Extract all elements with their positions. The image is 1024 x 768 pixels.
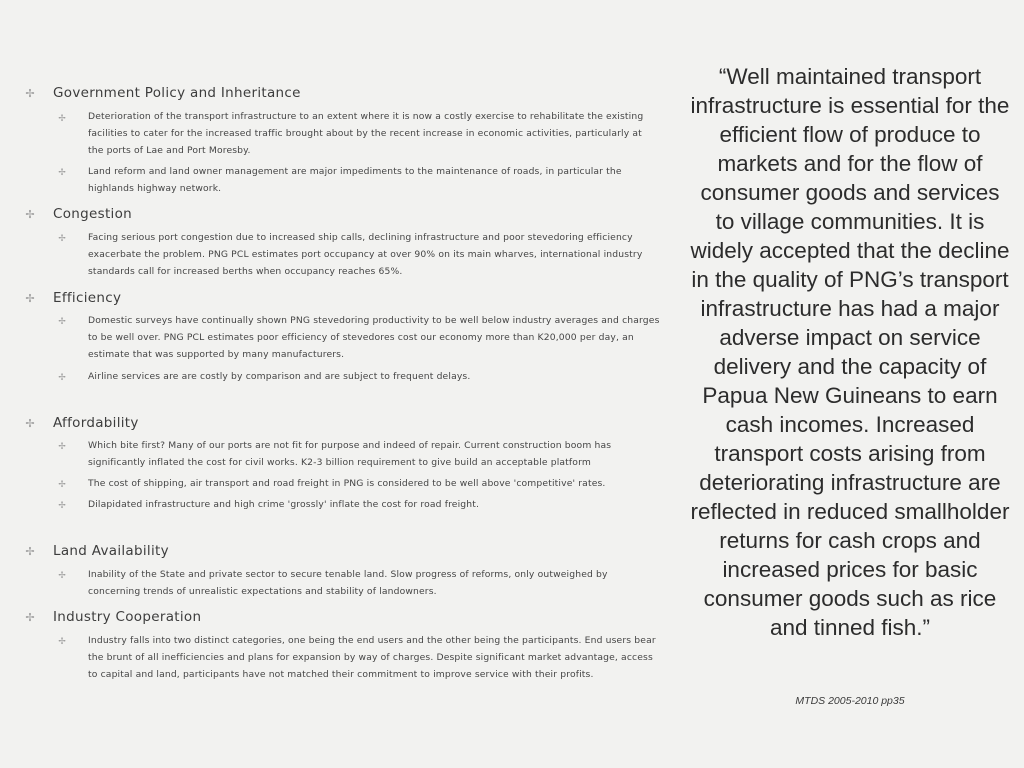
diamond-plus-icon: ✢ <box>25 611 35 624</box>
section-heading: Affordability <box>53 415 139 431</box>
list-item-text: Dilapidated infrastructure and high crime 'grossly' inflate the cost for road freight. <box>88 499 480 510</box>
quote-citation: MTDS 2005-2010 pp35 <box>795 695 905 707</box>
diamond-plus-icon: ✢ <box>58 571 66 581</box>
list-item-text: Domestic surveys have continually shown PNG stevedoring productivity to be well below industry averages and charges to be well over. PNG PCL estimates poor efficiency of stevedores cost our economy more than K20,000 per day, an estimate that was supported by many manufacturers. <box>88 315 660 361</box>
section-heading: Government Policy and Inheritance <box>53 85 301 101</box>
diamond-plus-icon: ✢ <box>58 317 66 327</box>
section-heading: Land Availability <box>53 543 169 559</box>
diamond-plus-icon: ✢ <box>58 442 66 452</box>
diamond-plus-icon: ✢ <box>58 234 66 244</box>
diamond-plus-icon: ✢ <box>58 168 66 178</box>
list-item-text: Inability of the State and private sector to secure tenable land. Slow progress of reforms, only outweighed by concerning trends of unrealistic expectations and stability of landowners. <box>88 569 608 598</box>
diamond-plus-icon: ✢ <box>25 208 35 221</box>
diamond-plus-icon: ✢ <box>58 501 66 511</box>
pull-quote: “Well maintained transport infrastructure is essential for the efficient flow of produce to markets and for the flow of consumer goods and services to village communities. It is widely accepted that the decline in the quality of PNG’s transport infrastructure has had a major adverse impact on service delivery and the capacity of Papua New Guineans to earn cash incomes. Increased transport costs arising from deteriorating infrastructure are reflected in reduced smallholder returns for cash crops and increased prices for basic consumer goods such as rice and tinned fish.” <box>690 64 1010 640</box>
diamond-plus-icon: ✢ <box>25 292 35 305</box>
diamond-plus-icon: ✢ <box>25 87 35 100</box>
section-heading: Congestion <box>53 206 133 222</box>
diamond-plus-icon: ✢ <box>58 480 66 490</box>
diamond-plus-icon: ✢ <box>25 417 35 430</box>
list-item-text: The cost of shipping, air transport and road freight in PNG is considered to be well above 'competitive' rates. <box>88 478 606 489</box>
list-item-text: Which bite first? Many of our ports are not fit for purpose and indeed of repair. Current construction boom has significantly inflated the cost for civil works. K2-3 billion requirement to give build an acceptable platform <box>88 440 612 469</box>
diamond-plus-icon: ✢ <box>58 373 66 383</box>
diamond-plus-icon: ✢ <box>58 637 66 647</box>
diamond-plus-icon: ✢ <box>25 545 35 558</box>
list-item-text: Deterioration of the transport infrastructure to an extent where it is now a costly exercise to rehabilitate the existing facilities to cater for the increased traffic brought about by the recent increase in economic activities, particularly at the ports of Lae and Port Moresby. <box>88 111 644 157</box>
list-item-text: Facing serious port congestion due to increased ship calls, declining infrastructure and poor stevedoring efficiency exacerbate the problem. PNG PCL estimates port occupancy at over 90% on its main wharves, international industry standards call for increased berths when occupancy reaches 65%. <box>88 232 643 278</box>
list-item-text: Land reform and land owner management are major impediments to the maintenance of roads, in particular the highlands highway network. <box>88 166 622 195</box>
section-heading: Industry Cooperation <box>53 609 202 625</box>
diamond-plus-icon: ✢ <box>58 114 66 124</box>
list-item-text: Airline services are are costly by comparison and are subject to frequent delays. <box>88 371 471 382</box>
section-heading: Efficiency <box>53 290 122 306</box>
list-item-text: Industry falls into two distinct categories, one being the end users and the other being the participants. End users bear the brunt of all inefficiencies and plans for expansion by way of charges. Despite significant market advantage, access to capital and land, participants have not matched their commitment to improve service with their profits. <box>88 635 656 681</box>
